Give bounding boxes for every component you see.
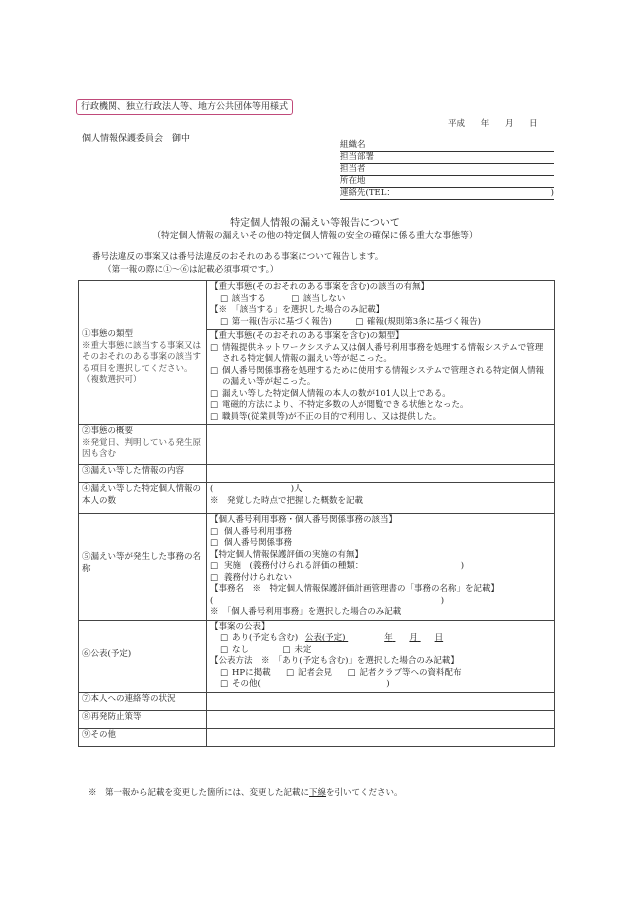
checkbox-case-type-4[interactable]: □: [210, 400, 219, 410]
table-row-publication: [79, 620, 555, 692]
row-label: ③漏えい等した情報の内容: [82, 466, 185, 476]
report-kind-options: [210, 317, 551, 329]
affair-name-field[interactable]: [210, 596, 551, 608]
publish-no-label: なし: [232, 644, 250, 655]
publication-option-yes: [210, 633, 551, 645]
checkbox-method-other[interactable]: □: [220, 679, 229, 689]
option-yes-label: 該当する: [231, 293, 266, 304]
checkbox-assessment-done[interactable]: □: [210, 561, 219, 571]
publication-heading: 【事案の公表】: [210, 621, 270, 632]
first-report-label: 第一報(告示に基づく報告): [231, 316, 332, 327]
checkbox-case-type-1[interactable]: □: [210, 342, 219, 353]
serious-case-note: 【※ 「該当する」を選択した場合のみ記載】: [210, 305, 385, 315]
sender-person-field[interactable]: [340, 164, 554, 176]
row-label: ⑥公表(予定): [82, 648, 132, 659]
case-type-label-1: 情報提供ネットワークシステム又は個人番号利用事務を処理する情報システムで管理される特定個人情報の漏えい等が起こった。: [222, 342, 544, 364]
affair-name-note: ※ 「個人番号利用事務」を選択した場合のみ記載: [210, 607, 402, 617]
date-month: 月: [504, 119, 514, 129]
case-type-label-4: 電磁的方法により、不特定多数の人が閲覧できる状態となった。: [222, 400, 469, 410]
assessment-heading: 【特定個人情報保護評価の実施の有無】: [210, 549, 364, 560]
publish-date-field[interactable]: [305, 633, 465, 645]
report-table: [78, 280, 555, 747]
checkbox-method-press-club[interactable]: □: [347, 667, 356, 678]
other-input-cell[interactable]: [207, 728, 555, 746]
sender-contact-field[interactable]: [340, 188, 554, 200]
publish-year: 年: [384, 633, 393, 643]
checkbox-case-type-3[interactable]: □: [210, 388, 219, 399]
summary-input-cell[interactable]: [207, 425, 555, 465]
option-no-label: 該当しない: [302, 293, 346, 304]
publish-undecided-label: 未定: [294, 644, 312, 655]
footer-post: を引いてください。: [326, 788, 403, 798]
case-type-section: [207, 330, 554, 424]
sender-contact-label: 連絡先(TEL：: [340, 188, 395, 198]
row-label-cell: [79, 425, 207, 465]
row-label-cell: [79, 465, 207, 483]
row-label: ⑨その他: [82, 729, 117, 740]
case-type-label-3: 漏えい等した特定個人情報の本人の数が101人以上である。: [222, 388, 451, 399]
person-count-cell: [207, 483, 555, 514]
confirmed-report-label: 確報(規則第3条に基づく報告): [366, 316, 481, 327]
publication-methods: [210, 668, 551, 680]
table-row-contact-status: [79, 692, 555, 710]
checkbox-method-web[interactable]: □: [220, 667, 229, 678]
footer-underline: 下線: [309, 788, 327, 798]
assessment-done-close: ): [460, 561, 465, 571]
footer-pre: ※ 第一報から記載を変更した箇所には、変更した記載に: [88, 788, 310, 798]
publish-month: 月: [409, 633, 418, 643]
method-web-label: HPに掲載: [232, 667, 271, 678]
row-label: ⑧再発防止策等: [82, 711, 142, 722]
sender-dept-label: 担当部署: [340, 152, 375, 162]
affair-option: [210, 527, 551, 539]
checkbox-publish-undecided[interactable]: □: [282, 644, 291, 655]
sender-org-label: 組織名: [340, 140, 366, 150]
page-title: 特定個人情報の漏えい等報告について: [230, 218, 400, 229]
serious-case-heading: 【重大事態(そのおそれのある事案を含む)の該当の有無】: [210, 282, 430, 292]
intro-line-1: 番号法違反の事案又は番号法違反のおそれのある事案について報告します。: [92, 252, 384, 262]
row-label-cell: [79, 692, 207, 710]
row-label: ⑤漏えい等が発生した事務の名称: [82, 552, 202, 574]
table-row-affair-name: [79, 514, 555, 621]
publish-date-label: 公表(予定): [304, 633, 346, 643]
checkbox-assessment-not-required[interactable]: □: [210, 572, 219, 583]
checkbox-related-affair[interactable]: □: [210, 538, 219, 548]
checkbox-confirmed-report[interactable]: □: [355, 316, 364, 327]
date-day: 日: [529, 119, 538, 129]
table-row-prevention: [79, 710, 555, 728]
row-label-cell: [79, 483, 207, 514]
person-count-note: ※ 発覚した時点で把握した概数を記載: [210, 495, 364, 506]
case-type-item: [210, 389, 551, 401]
sender-address-label: 所在地: [340, 176, 366, 186]
method-press-label: 記者会見: [298, 667, 333, 678]
checkbox-first-report[interactable]: □: [220, 316, 229, 327]
intro-line-2: （第一報の際に①～⑥は記載必須事項です。）: [103, 265, 279, 275]
table-row-person-count: [79, 483, 555, 514]
contact-status-input-cell[interactable]: [207, 692, 555, 710]
checkbox-case-type-2[interactable]: □: [210, 365, 219, 376]
row-label: ④漏えい等した特定個人情報の本人の数: [82, 484, 202, 506]
publish-day: 日: [434, 633, 444, 643]
case-type-label-2: 個人番号関係事務を処理するために使用する情報システムで管理される特定個人情報の漏えい等が起こった。: [222, 365, 545, 387]
table-row-leaked-content: [79, 465, 555, 483]
serious-case-section: [207, 281, 554, 330]
row-label-cell: [79, 514, 207, 621]
report-date: [448, 117, 551, 129]
checkbox-publish-yes[interactable]: □: [220, 633, 229, 643]
row-label: ①事態の類型: [82, 329, 134, 339]
sender-person-label: 担当者: [340, 164, 366, 174]
sender-address-field[interactable]: [340, 176, 554, 188]
case-type-heading: 【重大事態(そのおそれのある事案を含む)の類型】: [210, 331, 404, 341]
use-affair-label: 個人番号利用事務: [224, 526, 293, 537]
sender-org-field[interactable]: [340, 140, 554, 152]
case-type-item: [210, 412, 551, 424]
prevention-input-cell[interactable]: [207, 710, 555, 728]
paren-close: ): [440, 595, 445, 606]
publication-method-other: [210, 679, 551, 691]
table-row-incident-type: [79, 281, 555, 425]
table-row-other: [79, 728, 555, 746]
checkbox-case-type-5[interactable]: □: [210, 411, 219, 422]
method-other-close: ): [386, 679, 390, 689]
assessment-not-required-label: 義務付けられない: [224, 572, 293, 583]
case-type-item: [210, 343, 551, 366]
case-type-item: [210, 366, 551, 389]
publication-cell: [207, 620, 555, 692]
method-press-club-label: 記者クラブ等への資料配布: [359, 667, 462, 678]
case-type-item: [210, 400, 551, 412]
affair-name-cell: [207, 514, 555, 621]
assessment-done-label: 実施 (義務付けられる評価の種類：: [224, 561, 364, 571]
table-row-summary: [79, 425, 555, 465]
checkbox-use-affair[interactable]: □: [210, 526, 219, 537]
incident-type-cell: [207, 281, 555, 425]
serious-case-options: [210, 294, 551, 306]
sender-contact-close: ): [550, 188, 554, 198]
assessment-option: [210, 561, 551, 573]
sender-dept-field[interactable]: [340, 152, 554, 164]
paren-open: (: [210, 595, 214, 606]
affair-name-heading: 【事務名 ※ 特定個人情報保護評価計画管理書の「事務の名称」を記載】: [210, 584, 500, 594]
publication-option-other: [210, 645, 551, 657]
row-label-cell: [79, 620, 207, 692]
checkbox-publish-no[interactable]: □: [220, 644, 229, 655]
publication-method-heading: 【公表方法 ※ 「あり(予定も含む)」を選択した場合のみ記載】: [210, 656, 459, 666]
affair-category-heading: 【個人番号利用事務・個人番号関係事務の該当】: [210, 515, 398, 525]
checkbox-no[interactable]: □: [291, 293, 300, 304]
row-note: ※発覚日、判明している発生原因も含む: [82, 437, 202, 459]
date-year: 年: [480, 119, 490, 129]
row-label: ⑦本人への連絡等の状況: [82, 693, 176, 704]
count-close: )人: [290, 484, 303, 494]
addressee: 個人情報保護委員会 御中: [82, 134, 191, 144]
row-label-cell: [79, 728, 207, 746]
row-label-cell: [79, 710, 207, 728]
person-count-field[interactable]: [210, 484, 551, 496]
assessment-option: [210, 573, 551, 585]
checkbox-method-press[interactable]: □: [286, 667, 295, 678]
affair-option: [210, 538, 551, 550]
date-era: 平成: [448, 119, 466, 129]
row-label: ②事態の概要: [82, 426, 134, 436]
leaked-content-input-cell[interactable]: [207, 465, 555, 483]
row-note: ※重大事態に該当する事案又はそのおそれのある事案の該当する項目を選択してください。（複数選択可）: [82, 340, 202, 385]
publish-yes-label: あり(予定も含む): [232, 633, 299, 643]
count-open: (: [210, 484, 214, 494]
checkbox-yes[interactable]: □: [220, 293, 229, 304]
method-other-label: その他(: [232, 679, 261, 689]
form-type-label: 行政機関、独立行政法人等、地方公共団体等用様式: [76, 99, 293, 115]
row-label-cell: [79, 281, 207, 425]
related-affair-label: 個人番号関係事務: [224, 538, 293, 548]
page-subtitle: （特定個人情報の漏えいその他の特定個人情報の安全の確保に係る重大な事態等）: [152, 231, 478, 241]
case-type-label-5: 職員等(従業員等)が不正の目的で利用し、又は提供した。: [222, 411, 442, 422]
footer-note: [88, 786, 403, 798]
